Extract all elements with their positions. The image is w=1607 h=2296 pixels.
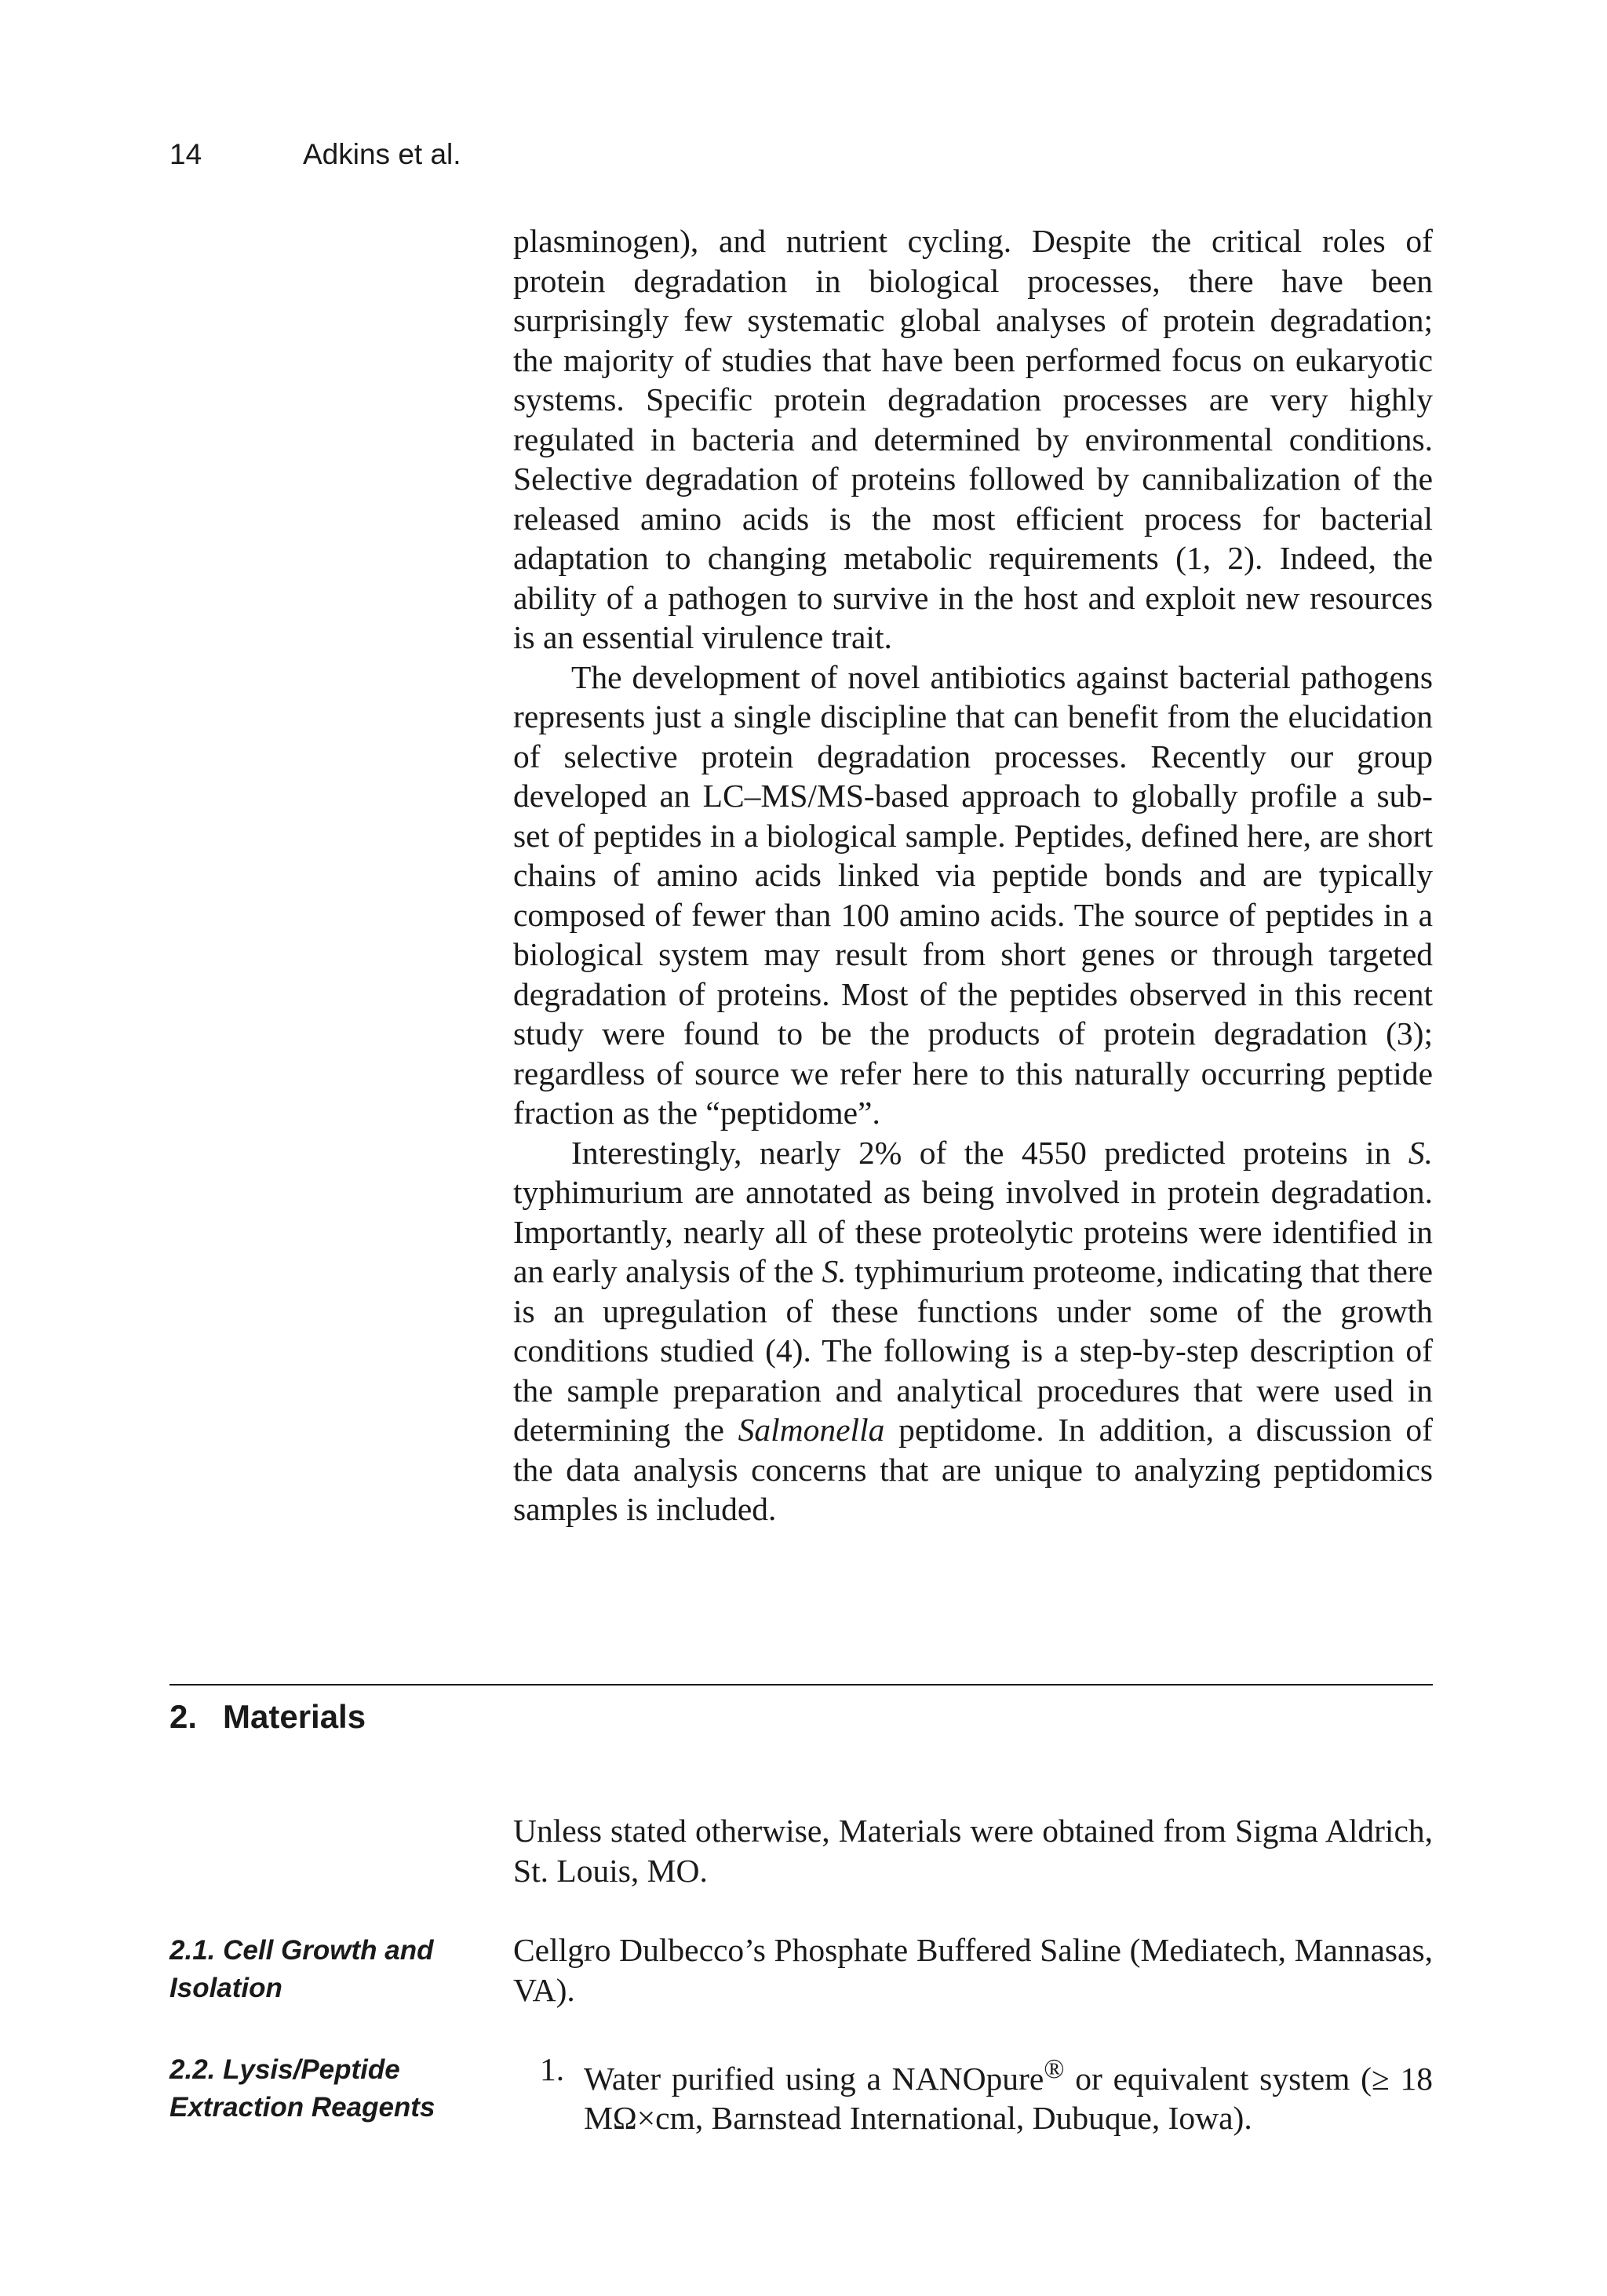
intro-paragraph-3 [513,1133,1433,1529]
intro-p3-part-d: peptidome. In addition, a discussion of the data analysis concerns that are unique to analyzing peptidomics samples is included. [513,1412,1434,1527]
intro-p3-part-a: Interestingly, nearly 2% of the 4550 predicted proteins in [571,1134,1391,1171]
registered-mark: ® [1044,2054,1065,2084]
subsection-heading-cell-growth: 2.1. Cell Growth and Isolation [169,1935,434,2003]
page-number: 14 [169,138,202,170]
species-abbrev: S. [822,1253,847,1289]
cell-growth-paragraph: Cellgro Dulbecco’s Phosphate Buffered Saline (Mediatech, Mannasas, VA). [513,1932,1433,2008]
materials-intro-text [513,1811,1433,1890]
section-number: 2. [169,1698,198,1735]
section-heading-materials [169,1695,366,1739]
salmonella-genus: Salmonella [738,1412,885,1448]
list-item-text-a: Water purified using a NANOpure [584,2060,1044,2097]
subsection-heading-lysis: 2.2. Lysis/Peptide Extraction Reagents [169,2054,435,2123]
intro-p3-part-b: typhimurium are annotated as being involved in protein degradation. Importantly, nearly all of these proteolytic proteins were identified in an early analysis of the [513,1174,1433,1289]
materials-intro-paragraph: Unless stated otherwise, Materials were obtained from Sigma Aldrich, St. Louis, MO. [513,1813,1433,1889]
list-item [513,2050,1433,2138]
list-item-text-b: or equivalent system (≥ 18 MΩ×cm, Barnstead International, Dubuque, Iowa). [584,2060,1434,2137]
section-title: Materials [223,1698,366,1735]
intro-p3-part-c: typhimurium proteome, indicating that there is an upregulation of these functions under some of the growth conditions studied (4). The following is a step-by-step description of the sample preparation and analytical procedures that were used in determining the [513,1253,1433,1448]
intro-paragraph-2: The development of novel antibiotics against bacterial pathogens represents just a single discipline that can benefit from the elucidation of selective protein degradation processes. Recently our group developed an LC–MS/MS-based approach to globally profile a sub-set of peptides in a biological sample. Peptides, defined here, are short chains of amino acids linked via peptide bonds and are typically composed of fewer than 100 amino acids. The source of peptides in a biological system may result from short genes or through targeted degradation of proteins. Most of the peptides observed in this recent study were found to be the products of protein degradation (3); regardless of source we refer here to this naturally occurring peptide fraction as the “peptidome”. [513,658,1433,1131]
species-abbrev: S. [1408,1134,1433,1171]
cell-growth-text [513,1930,1433,2010]
introduction-text [513,221,1433,1529]
running-head-authors: Adkins et al. [303,138,461,170]
running-head [169,138,461,171]
list-item-number: 1. [540,2051,565,2087]
intro-paragraph-1: plasminogen), and nutrient cycling. Despite the critical roles of protein degradation in biological processes, there have been surprisingly few systematic global analyses of protein degradation; the majority of studies that have been performed focus on eukaryotic systems. Specific protein degradation processes are very highly regulated in bacteria and determined by environmental conditions. Selective degradation of proteins followed by cannibalization of the released amino acids is the most efficient process for bacterial adaptation to changing metabolic requirements (1, 2). Indeed, the ability of a pathogen to survive in the host and exploit new resources is an essential virulence trait. [513,223,1433,655]
section-divider [169,1684,1433,1686]
reagent-list [513,2050,1433,2138]
